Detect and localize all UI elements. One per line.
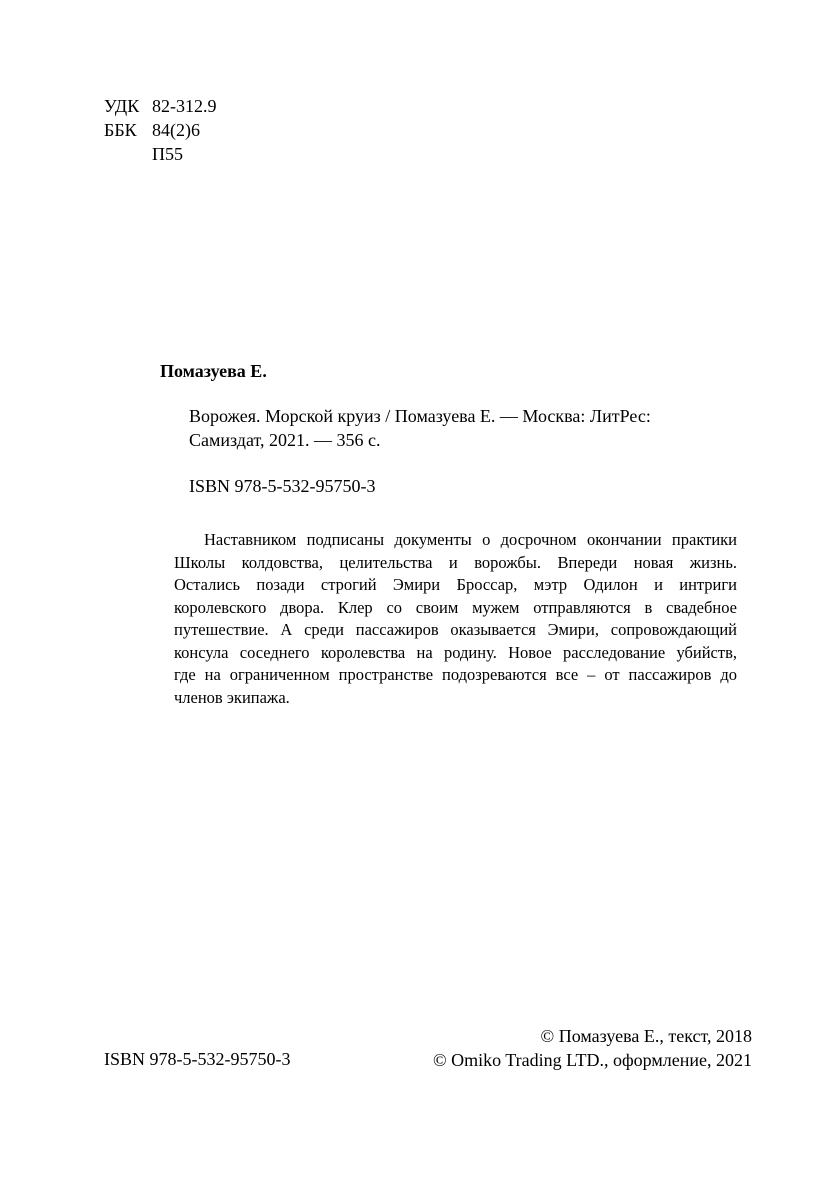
- footer-isbn: ISBN 978-5-532-95750-3: [104, 1049, 291, 1069]
- author-mark: П55: [152, 144, 183, 164]
- udk-label: УДК: [104, 96, 140, 116]
- bibliographic-record: [189, 404, 709, 452]
- book-annotation: [174, 529, 737, 709]
- annotation-line: путешествие. А среди пассажиров оказывается Эмири, сопровождающий: [174, 620, 737, 639]
- copyright-notices: [433, 1024, 752, 1072]
- udk-value: 82-312.9: [152, 96, 217, 116]
- udk-row: [104, 94, 217, 118]
- bbk-label: ББК: [104, 120, 137, 140]
- bibliographic-line: Ворожея. Морской круиз / Помазуева Е. — Москва: ЛитРес:: [189, 406, 651, 426]
- author-heading: Помазуева Е.: [160, 361, 267, 381]
- annotation-line: Остались позади строгий Эмири Броссар, мэтр Одилон и интриги: [174, 575, 737, 594]
- annotation-line: Школы колдовства, целительства и ворожбы. Впереди новая жизнь.: [174, 552, 737, 572]
- annotation-line: где на ограниченном пространстве подозреваются все – от пассажиров до: [174, 665, 737, 684]
- annotation-line: Наставником подписаны документы о досрочном окончании практики: [204, 530, 737, 549]
- bbk-row: [104, 118, 217, 142]
- annotation-line: членов экипажа.: [174, 687, 290, 707]
- author-mark-row: [104, 142, 217, 166]
- annotation-line: консула соседнего королевства на родину. Новое расследование убийств,: [174, 642, 737, 662]
- annotation-line: королевского двора. Клер со своим мужем отправляются в свадебное: [174, 597, 737, 617]
- copyright-text-line: © Помазуева Е., текст, 2018: [540, 1026, 752, 1046]
- copyright-design-line: © Omiko Trading LTD., оформление, 2021: [432, 1050, 752, 1070]
- isbn-number: ISBN 978-5-532-95750-3: [189, 476, 376, 496]
- bbk-value: 84(2)6: [152, 120, 200, 140]
- bibliographic-line: Самиздат, 2021. — 356 с.: [189, 430, 381, 450]
- library-classification-block: [104, 94, 217, 166]
